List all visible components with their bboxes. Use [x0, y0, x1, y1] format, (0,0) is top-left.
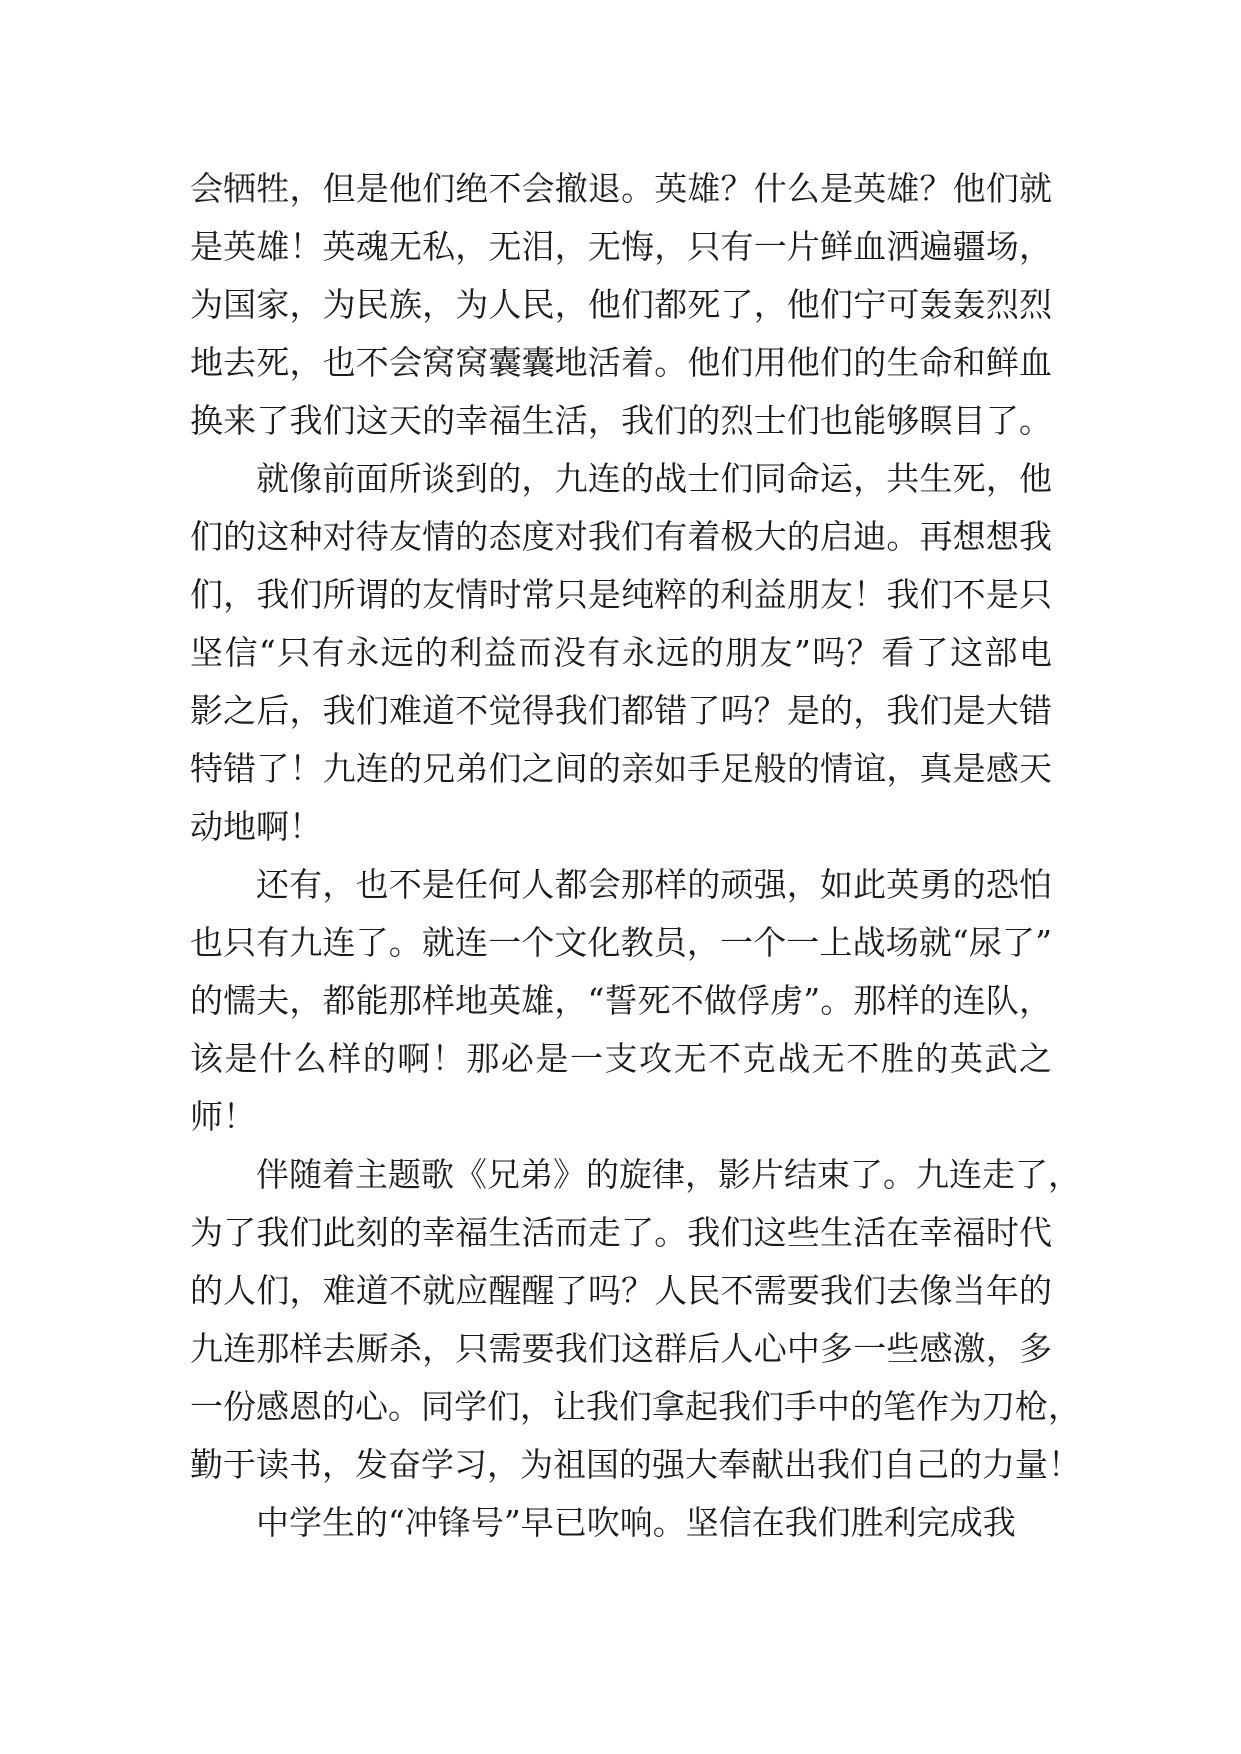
paragraph-first-line: 就像前面所谈到的，九连的战士们同命运，共生死，他 [256, 459, 1052, 498]
paragraph-last-line: 师！ [190, 1097, 256, 1136]
text-line: 为了我们此刻的幸福生活而走了。我们这些生活在幸福时代 [190, 1213, 1052, 1252]
text-line: 特错了！九连的兄弟们之间的亲如手足般的情谊，真是感天 [190, 749, 1052, 788]
text-line: 地去死，也不会窝窝囊囊地活着。他们用他们的生命和鲜血 [190, 343, 1052, 382]
text-line: 的人们，难道不就应醒醒了吗？人民不需要我们去像当年的 [190, 1271, 1052, 1310]
text-line: 会牺牲，但是他们绝不会撤退。英雄？什么是英雄？他们就 [190, 169, 1052, 208]
text-line: 该是什么样的啊！那必是一支攻无不克战无不胜的英武之 [190, 1039, 1052, 1078]
text-line: 们的这种对待友情的态度对我们有着极大的启迪。再想想我 [190, 517, 1052, 556]
text-line: 们，我们所谓的友情时常只是纯粹的利益朋友！我们不是只 [190, 575, 1052, 614]
text-line: 坚信“只有永远的利益而没有永远的朋友”吗？看了这部电 [190, 633, 1052, 672]
text-line: 换来了我们这天的幸福生活，我们的烈士们也能够瞑目了。 [190, 401, 1052, 440]
paragraph-first-line: 中学生的“冲锋号”早已吹响。坚信在我们胜利完成我 [256, 1503, 1016, 1542]
paragraph-first-line: 还有，也不是任何人都会那样的顽强，如此英勇的恐怕 [256, 865, 1052, 904]
text-line: 为国家，为民族，为人民，他们都死了，他们宁可轰轰烈烈 [190, 285, 1052, 324]
paragraph-first-line: 伴随着主题歌《兄弟》的旋律，影片结束了。九连走了， [256, 1155, 1081, 1194]
text-line: 九连那样去厮杀，只需要我们这群后人心中多一些感激，多 [190, 1329, 1052, 1368]
text-line: 也只有九连了。就连一个文化教员，一个一上战场就“尿了” [190, 923, 1052, 962]
text-line: 是英雄！英魂无私，无泪，无悔，只有一片鲜血洒遍疆场， [190, 227, 1052, 266]
text-line: 一份感恩的心。同学们，让我们拿起我们手中的笔作为刀枪， [190, 1387, 1081, 1426]
paragraph-last-line: 勤于读书，发奋学习，为祖国的强大奉献出我们自己的力量！ [190, 1445, 1081, 1484]
body-text [190, 160, 1081, 1552]
paragraph-last-line: 动地啊！ [190, 807, 322, 846]
text-line: 影之后，我们难道不觉得我们都错了吗？是的，我们是大错 [190, 691, 1052, 730]
text-line: 的懦夫，都能那样地英雄，“誓死不做俘虏”。那样的连队， [190, 981, 1052, 1020]
